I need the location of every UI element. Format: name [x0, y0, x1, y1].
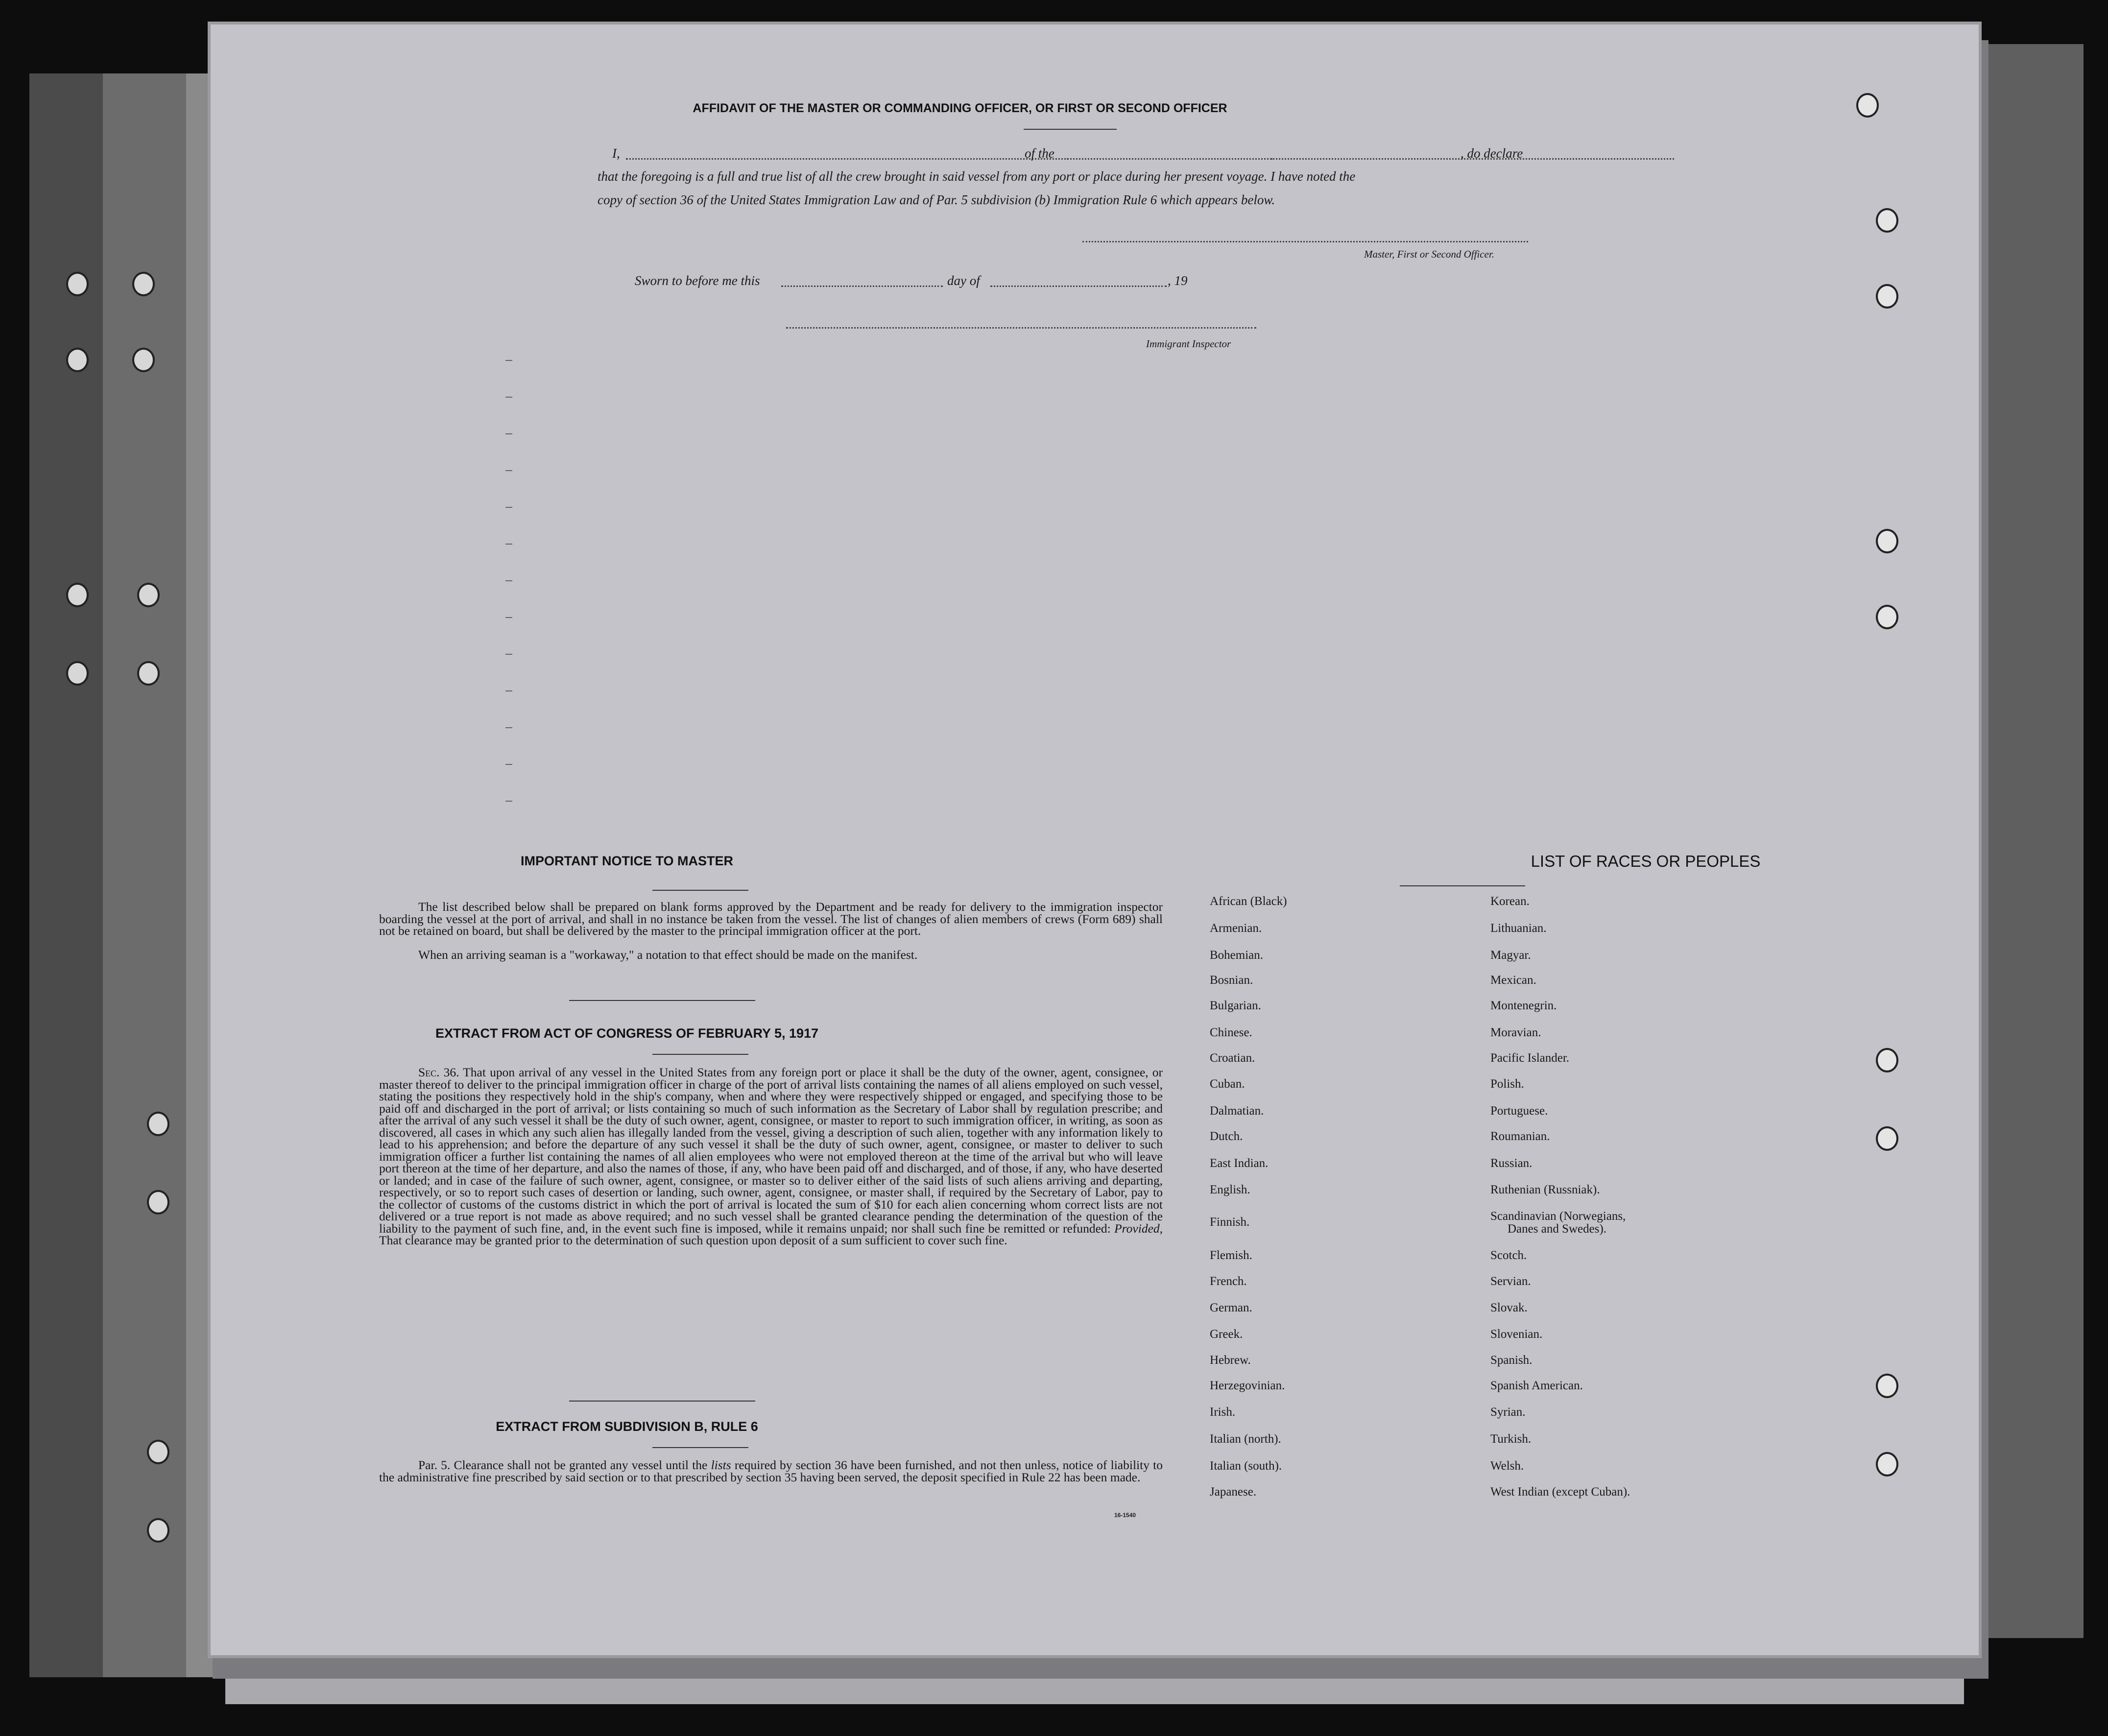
sheet-hole — [1876, 1126, 1898, 1151]
race-item: Slovenian. — [1490, 1328, 1543, 1341]
section-divider — [569, 1000, 755, 1001]
race-item: Syrian. — [1490, 1405, 1526, 1419]
race-item: Ruthenian (Russniak). — [1490, 1183, 1600, 1196]
race-item: Irish. — [1210, 1405, 1236, 1419]
affidavit-declare: , do declare — [1461, 146, 1523, 161]
master-signature-blank[interactable] — [1082, 241, 1528, 242]
race-item: East Indian. — [1210, 1157, 1269, 1170]
rule-body-start: Par. 5. Clearance shall not be granted any vessel until the — [418, 1458, 708, 1472]
race-item: Magyar. — [1490, 949, 1531, 962]
margin-tick — [505, 727, 512, 728]
vessel-blank[interactable] — [1067, 158, 1674, 160]
rule-title: EXTRACT FROM SUBDIVISION B, RULE 6 — [496, 1419, 758, 1434]
sheet-hole — [1876, 284, 1898, 309]
race-item: Polish. — [1490, 1077, 1524, 1091]
race-item: African (Black) — [1210, 895, 1287, 908]
margin-tick — [505, 580, 512, 581]
punch-hole — [66, 348, 89, 372]
punch-hole — [137, 583, 160, 607]
margin-tick — [505, 507, 512, 508]
race-item: Bohemian. — [1210, 949, 1264, 962]
margin-tick — [505, 801, 512, 802]
affidavit-of-the: of the — [1025, 146, 1054, 161]
punch-hole — [137, 661, 160, 686]
act-provided: Provided, — [1114, 1221, 1163, 1236]
notice-title: IMPORTANT NOTICE TO MASTER — [521, 854, 733, 868]
binder-strip-right — [1986, 44, 2084, 1638]
affidavit-title: AFFIDAVIT OF THE MASTER OR COMMANDING OFFICER, OR FIRST OR SECOND OFFICER — [693, 101, 1227, 115]
race-item: Turkish. — [1490, 1432, 1532, 1446]
race-item: Scandinavian (Norwegians, — [1490, 1210, 1626, 1223]
punch-hole — [66, 272, 89, 296]
punch-hole — [147, 1190, 169, 1214]
punch-hole — [147, 1518, 169, 1543]
binder-strip-middle — [103, 73, 186, 1677]
race-item: Dalmatian. — [1210, 1104, 1264, 1118]
race-item: English. — [1210, 1183, 1250, 1196]
margin-tick — [505, 690, 512, 691]
margin-tick — [505, 764, 512, 765]
race-item: Croatian. — [1210, 1051, 1255, 1065]
affidavit-i: I, — [612, 146, 620, 161]
race-item: Italian (north). — [1210, 1432, 1281, 1446]
races-rule — [1400, 885, 1525, 886]
form-number: 16-1540 — [1114, 1512, 1136, 1519]
race-item: Bulgarian. — [1210, 999, 1261, 1012]
rule-body-end: required by section 36 have been furnished, and not then unless, notice of liability to the administrative fine prescribed by said section or to that prescribed by section 35 having been served, the deposit specified in Rule 22 has been made. — [379, 1458, 1163, 1484]
race-item: Portuguese. — [1490, 1104, 1548, 1118]
manifest-sheet — [211, 24, 1979, 1655]
race-item: Armenian. — [1210, 922, 1262, 935]
punch-hole — [132, 348, 155, 372]
race-item: Spanish. — [1490, 1354, 1533, 1367]
race-item: Bosnian. — [1210, 974, 1253, 987]
binder-strip-outer — [29, 73, 103, 1677]
sheet-hole — [1876, 605, 1898, 629]
sheet-hole — [1876, 1048, 1898, 1072]
race-item: Korean. — [1490, 895, 1530, 908]
act-section-label: Sec. 36. — [418, 1065, 459, 1079]
punch-hole — [147, 1440, 169, 1464]
race-item: German. — [1210, 1301, 1252, 1314]
race-item: Italian (south). — [1210, 1459, 1282, 1473]
section-divider — [569, 1401, 755, 1402]
title-rule — [1024, 129, 1117, 130]
race-item: Flemish. — [1210, 1249, 1252, 1262]
rule-lists-word: lists — [711, 1458, 731, 1472]
act-body — [379, 1067, 1163, 1247]
sworn-day-of: day of — [947, 273, 980, 288]
underlying-sheet — [225, 1675, 1964, 1704]
race-item: Hebrew. — [1210, 1354, 1251, 1367]
race-item: Slovak. — [1490, 1301, 1528, 1314]
margin-tick — [505, 617, 512, 618]
sworn-month-blank[interactable] — [990, 285, 1167, 287]
rule-body — [379, 1459, 1163, 1483]
race-item: Scotch. — [1490, 1249, 1527, 1262]
act-rule — [652, 1054, 748, 1055]
race-item: West Indian (except Cuban). — [1490, 1485, 1630, 1498]
sheet-hole — [1876, 529, 1898, 553]
sworn-year: , 19 — [1168, 273, 1188, 288]
race-item: Cuban. — [1210, 1077, 1245, 1091]
race-item: Russian. — [1490, 1157, 1533, 1170]
inspector-signature-blank[interactable] — [786, 327, 1256, 329]
act-title: EXTRACT FROM ACT OF CONGRESS OF FEBRUARY 5, 1917 — [435, 1026, 819, 1041]
notice-paragraph-2: When an arriving seaman is a "workaway," a notation to that effect should be made on the manifest. — [418, 948, 918, 962]
race-item: Mexican. — [1490, 974, 1536, 987]
race-item: Dutch. — [1210, 1130, 1243, 1143]
race-item: Japanese. — [1210, 1485, 1257, 1498]
sheet-hole — [1876, 1374, 1898, 1398]
master-signature-label: Master, First or Second Officer. — [1364, 248, 1494, 260]
race-item: Greek. — [1210, 1328, 1243, 1341]
affidavit-line-2: that the foregoing is a full and true list of all the crew brought in said vessel from any port or place during her present voyage. I have noted the — [598, 169, 1356, 184]
notice-paragraph-1: The list described below shall be prepared on blank forms approved by the Department and be ready for delivery to the immigration inspector boarding the vessel at the port of arrival, and shall in no instance be taken from the vessel. The list of changes of alien members of crews (Form 689) shall not be retained on board, but shall be delivered by the master to the principal immigration officer at the port. — [379, 900, 1163, 938]
margin-tick — [505, 360, 512, 361]
margin-tick — [505, 433, 512, 434]
margin-tick — [505, 544, 512, 545]
race-item: Spanish American. — [1490, 1379, 1583, 1392]
notice-rule — [652, 890, 748, 891]
sworn-day-blank[interactable] — [781, 285, 943, 287]
sworn-prefix: Sworn to before me this — [635, 273, 760, 288]
sheet-hole — [1876, 208, 1898, 233]
inspector-label: Immigrant Inspector — [1146, 338, 1231, 350]
race-item: Montenegrin. — [1490, 999, 1557, 1012]
race-item: French. — [1210, 1275, 1247, 1288]
race-item: Herzegovinian. — [1210, 1379, 1285, 1392]
race-item: Welsh. — [1490, 1459, 1524, 1473]
punch-hole — [66, 661, 89, 686]
race-item: Roumanian. — [1490, 1130, 1550, 1143]
punch-hole — [66, 583, 89, 607]
race-item: Servian. — [1490, 1275, 1531, 1288]
affidavit-line-3: copy of section 36 of the United States Immigration Law and of Par. 5 subdivision (b) Immigration Rule 6 which appears below. — [598, 192, 1275, 207]
race-item: Moravian. — [1490, 1026, 1541, 1039]
race-item: Chinese. — [1210, 1026, 1252, 1039]
sheet-hole — [1856, 93, 1879, 118]
margin-tick — [505, 397, 512, 398]
sheet-hole — [1876, 1452, 1898, 1476]
race-item: Pacific Islander. — [1490, 1051, 1570, 1065]
race-item: Lithuanian. — [1490, 922, 1547, 935]
race-item: Finnish. — [1210, 1215, 1250, 1229]
races-title: LIST OF RACES OR PEOPLES — [1531, 852, 1761, 870]
act-body-end: That clearance may be granted prior to the determination of such question upon deposit of a sum sufficient to cover such fine. — [379, 1233, 1007, 1247]
act-body-text: That upon arrival of any vessel in the United States from any foreign port or place it shall be the duty of the owner, agent, consignee, or master thereof to deliver to the principal immigration officer in charge of the port of arrival lists containing the names of all aliens employed on such vessel, stating the positions they respectively hold in the ship's company, when and where they were respectively shipped or engaged, and specifying those to be paid off and discharged in the port of arrival; or lists containing so much of such information as the Secretary of Labor shall by regulation prescribe; and after the arrival of any such vessel it shall be the duty of such owner, agent, consignee, or master to report to such immigration officer, in writing, as soon as discovered, all cases in which any such alien has illegally landed from the vessel, giving a description of such alien, together with any information likely to lead to his apprehension; and before the departure of any such vessel it shall be the duty of such owner, agent, consignee, or master to deliver to such immigration officer a further list containing the names of all alien employees who were not employed thereon at the time of the arrival but who will leave port thereon at the time of her departure, and also the names of those, if any, who have been paid off and discharged, and of those, if any, who have deserted or landed; and in case of the failure of such owner, agent, consignee, or master so to deliver either of the said lists of such aliens arriving and departing, respectively, or so to report such cases of desertion or landing, such owner, agent, consignee, or master shall, if required by the Secretary of Labor, pay to the collector of customs of the customs district in which the port of arrival is located the sum of $10 for each alien concerning whom correct lists are not delivered or a true report is not made as above required; and no such vessel shall be granted clearance pending the determination of the question of the liability to the payment of such fine, and, in the event such fine is imposed, while it remains unpaid; nor shall such fine be remitted or refunded: — [379, 1065, 1163, 1236]
rule-rule — [652, 1447, 748, 1448]
punch-hole — [147, 1112, 169, 1136]
margin-tick — [505, 470, 512, 471]
margin-tick — [505, 654, 512, 655]
race-item-continuation: Danes and Swedes). — [1508, 1222, 1607, 1236]
punch-hole — [132, 272, 155, 296]
